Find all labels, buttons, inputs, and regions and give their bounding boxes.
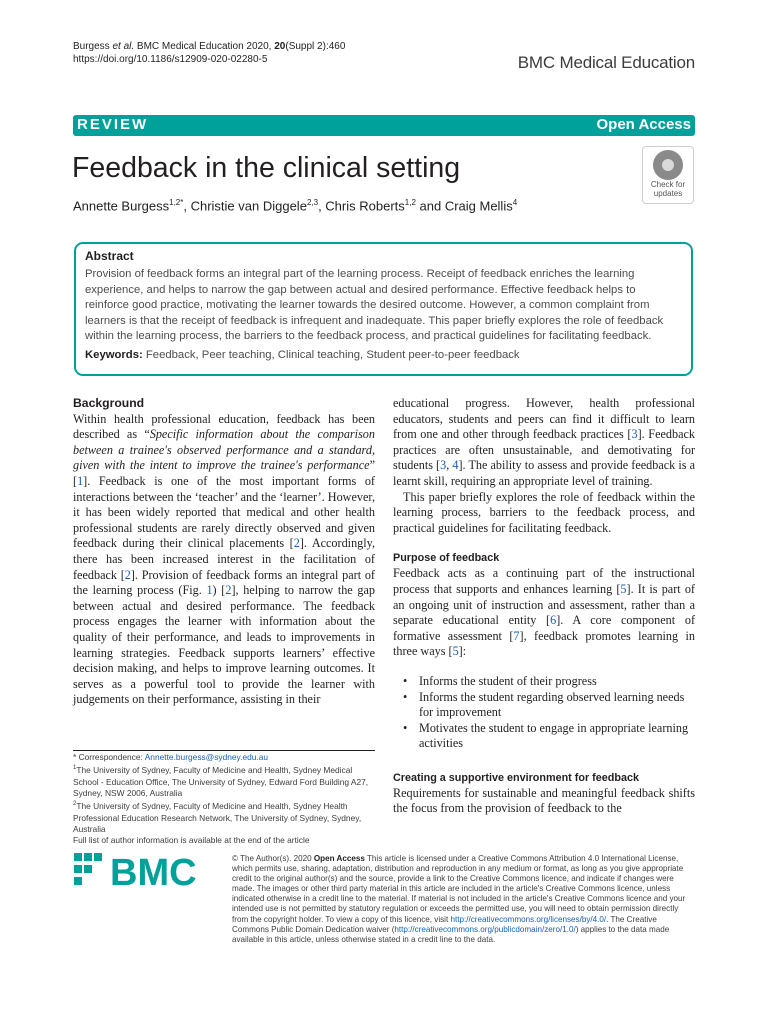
author-name[interactable]: Chris Roberts (325, 198, 405, 214)
logo-square (74, 865, 82, 873)
bullet-list (393, 674, 695, 752)
text-run: ]. Provision of feedback forms an integral part of the learning process (Fig. (73, 567, 375, 598)
check-updates-line2: updates (653, 189, 683, 198)
article-type-label: REVIEW (77, 116, 149, 133)
section-heading-purpose: Purpose of feedback (393, 552, 500, 565)
bmc-logo-text: BMC (110, 852, 197, 889)
author-separator: , (318, 198, 326, 214)
article-title: Feedback in the clinical setting (72, 152, 461, 184)
affiliation-text: The University of Sydney, Faculty of Medicine and Health, Sydney Health Professional Education Research Network, The University of Sydney, Sydney, Australia (73, 801, 362, 835)
logo-square (84, 853, 92, 861)
paragraph: This paper briefly explores the role of feedback within the learning process, barriers to the feedback process, and practical guidelines for facilitating feedback. (393, 489, 695, 535)
article-type-banner (73, 115, 695, 136)
reference-link[interactable]: 4 (452, 458, 459, 473)
text-run: Feedback acts as a continuing part of the instructional process that supports and enhances learning [ (393, 566, 695, 596)
reference-link[interactable]: 5 (452, 644, 459, 659)
text-run: Within health professional education, feedback has been described as “ (73, 411, 375, 442)
reference-link[interactable]: 2 (124, 567, 131, 582)
abstract-heading: Abstract (85, 249, 134, 263)
text-run: ) [ (212, 583, 226, 598)
footnote-divider (73, 750, 375, 751)
journal-name: BMC Medical Education (517, 53, 695, 72)
affiliation (73, 799, 375, 835)
abstract-text: Provision of feedback forms an integral part of the learning process. Receipt of feedback enriches the learning experience, and helps to narrow the gap between actual and desired performance. Effective feedback helps to reinforce good practice, motivating the learner towards the desired outcome. However, a common complaint from learners is that the receipt of feedback is infrequent and inadequate. This paper briefly explores the role of feedback within the learning process, the barriers to the feedback process, and practical guidelines for facilitating feedback. (85, 268, 664, 342)
license-text: This article is licensed under a Creative Commons Attribution 4.0 International License, which permits use, sharing, adaptation, distribution and reproduction in any medium or format, as long as you give appropriate credit to the original author(s) and the source, provide a link to the Creative Commons licence, and indicate if changes were made. The images or other third party material in this article are included in the article's Creative Commons licence, unless indicated otherwise in a credit line to the material. If material is not included in the article's Creative Commons licence and your intended use is not permitted by statutory regulation or exceeds the permitted use, you will need to obtain permission directly from the copyright holder. To view a copy of this licence, visit (232, 854, 686, 924)
list-item: • Motivates the student to engage in appropriate learning activities (393, 721, 695, 752)
citation-volume: 20 (274, 41, 286, 52)
text-run: ]. Accordingly, there has been increased interest in the facilitation of feedback [ (73, 536, 375, 582)
author-affiliation: 2,3 (306, 198, 319, 207)
check-updates-line1: Check for (650, 180, 686, 189)
reference-link[interactable]: 7 (513, 628, 520, 643)
author-list (73, 198, 517, 213)
citation-year: 2020, (243, 41, 275, 52)
doi-link[interactable]: https://doi.org/10.1186/s12909-020-02280-5 (73, 54, 268, 65)
reference-link[interactable]: 1 (77, 473, 84, 488)
citation-etal: et al. (112, 41, 135, 52)
bmc-logo (74, 851, 216, 889)
text-run: ]. It is part of an ongoing unit of instruction and assessment, rather than a separate educational entity [ (393, 581, 695, 628)
paragraph (393, 396, 695, 490)
text-run: ], helping to narrow the gap between actual and desired performance. The feedback process engages the learner with information about the quality of their performance, and leads to improvements in learning strategies. Feedback supports learners’ effective decision making, and helps to improve learning outcomes. It serves as a powerful tool to provide the learner with judgements on their performance, assisting in their (73, 583, 375, 707)
author-separator: and (415, 198, 445, 214)
reference-link[interactable]: 3 (631, 427, 638, 442)
affiliation-number: 1 (73, 765, 77, 772)
body-column-left (73, 396, 375, 708)
logo-square (74, 877, 82, 885)
text-run: ]: (458, 644, 467, 659)
keywords-line (85, 349, 682, 361)
reference-link[interactable]: 3 (440, 458, 447, 473)
license-url-link[interactable]: http://creativecommons.org/licenses/by/4.0/ (450, 914, 607, 924)
text-run: ” [ (73, 458, 375, 488)
reference-link[interactable]: 6 (550, 613, 557, 628)
citation-journal: BMC Medical Education (134, 41, 244, 52)
reference-link[interactable]: 2 (225, 583, 232, 598)
paragraph (393, 566, 695, 660)
text-run: ], feedback promotes learning in three ways [ (393, 628, 696, 659)
affiliation-text: The University of Sydney, Faculty of Medicine and Health, Sydney Medical School - Education Office, The University of Sydney, Edward Ford Building A27, Sydney, NSW 2006, Australia (73, 765, 369, 799)
text-run: educational progress. However, health professional educators, students and peers can find it difficult to learn from one and other through feedback practices [ (393, 396, 695, 442)
correspondence-label: * Correspondence: (73, 752, 145, 762)
citation-header (73, 40, 345, 66)
affiliation (73, 763, 375, 799)
figure-link[interactable]: 1 (206, 583, 213, 598)
text-run: ]. Feedback is one of the most important forms of interactions between the ‘teacher’ and the ‘learner’. However, it has been widely reported that medical and other health professional students are rarely directly observed and given feedback during their clinical placements [ (73, 473, 375, 551)
author-name[interactable]: Craig Mellis (444, 198, 513, 214)
section-heading-environment: Creating a supportive environment for feedback (393, 771, 639, 784)
author-separator: , (183, 198, 191, 214)
full-author-info-note: Full list of author information is available at the end of the article (73, 835, 310, 846)
license-text: ) applies to the data made available in this article, unless otherwise stated in a credit line to the data. (232, 924, 670, 944)
paragraph: Requirements for sustainable and meaningful feedback shifts the focus from the provision of feedback to the (393, 785, 695, 816)
text-run: ]. Feedback practices are often unsustainable, and demotivating for students [ (393, 427, 695, 473)
license-open-access: Open Access (313, 854, 365, 863)
author-name[interactable]: Christie van Diggele (190, 198, 307, 214)
quoted-definition: Specific information about the comparison between a trainee's observed performance and a standard, given with the intent to improve the trainee's performance (73, 427, 375, 473)
footnotes (73, 752, 375, 847)
open-access-label: Open Access (596, 116, 691, 133)
license-statement (232, 854, 694, 945)
correspondence (73, 752, 375, 763)
body-column-right (393, 396, 695, 817)
text-run: ]. The ability to assess and provide feedback is a learnt skill, requiring an appropriate level of training. (393, 458, 696, 488)
section-heading-background: Background (73, 396, 145, 410)
author-affiliation: 1,2* (169, 198, 184, 207)
citation-issue: (Suppl 2):460 (285, 41, 346, 52)
logo-square (74, 853, 82, 861)
affiliation-number: 2 (73, 801, 77, 808)
author-affiliation: 4 (512, 198, 518, 207)
correspondence-email-link[interactable]: Annette.burgess@sydney.edu.au (144, 752, 269, 762)
author-name[interactable]: Annette Burgess (73, 198, 170, 214)
check-updates-icon (653, 150, 683, 180)
logo-square (84, 865, 92, 873)
reference-link[interactable]: 5 (620, 581, 627, 596)
text-run: , (446, 458, 453, 473)
reference-link[interactable]: 2 (293, 536, 300, 551)
paragraph (73, 412, 375, 708)
license-text: . The Creative Commons Public Domain Dedication waiver ( (232, 914, 657, 934)
text-run: ]. A core component of formative assessment [ (393, 613, 696, 643)
logo-square (94, 853, 102, 861)
abstract-box (74, 242, 693, 376)
waiver-url-link[interactable]: http://creativecommons.org/publicdomain/zero/1.0/ (394, 924, 576, 934)
citation-authors: Burgess (73, 41, 113, 52)
list-item: • Informs the student regarding observed learning needs for improvement (393, 690, 695, 721)
keywords-label: Keywords: (85, 348, 143, 361)
list-item: • Informs the student of their progress (393, 674, 695, 690)
license-text: © The Author(s). 2020 (232, 854, 314, 863)
author-affiliation: 1,2 (404, 198, 416, 207)
keywords-list: Feedback, Peer teaching, Clinical teaching, Student peer-to-peer feedback (142, 348, 520, 361)
check-for-updates-button[interactable] (642, 146, 694, 204)
